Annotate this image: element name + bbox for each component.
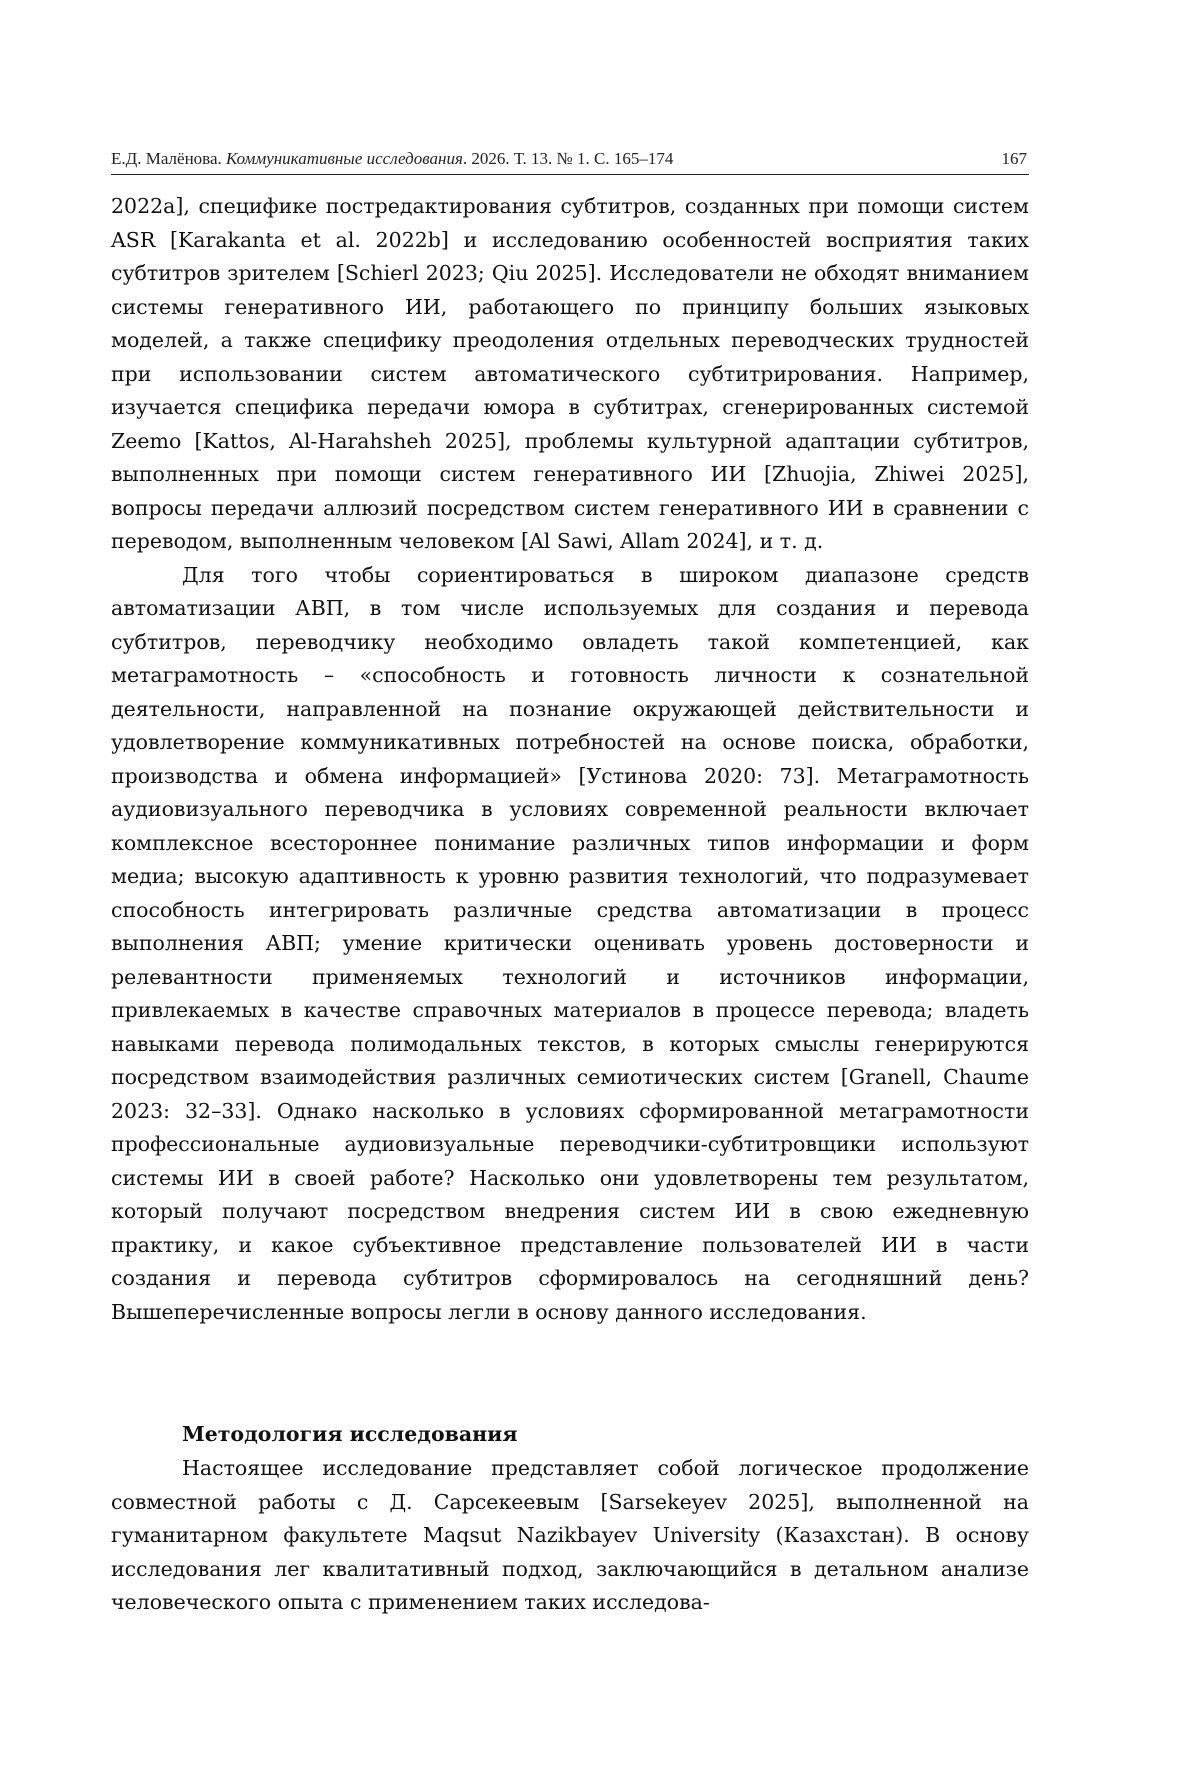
paragraph-metaliteracy: Для того чтобы сориентироваться в широком диапазоне средств автоматизации АВП, в том числе используемых для создания и перевода субтитров, переводчику необходимо овладеть такой компетенцией, как метаграмотность – «способность и готовность личности к сознательной деятельности, направленной на познание окружающей действительности и удовлетворение коммуникативных потребностей на основе поиска, обработки, производства и обмена информацией» [Устинова 2020: 73]. Метаграмотность аудиовизуального переводчика в условиях современной реальности включает комплексное всестороннее понимание различных типов информации и форм медиа; высокую адаптивность к уровню развития технологий, что подразумевает способность интегрировать различные средства автоматизации в процесс выполнения АВП; умение критически оценивать уровень достоверности и релевантности применяемых технологий и источников информации, привлекаемых в качестве справочных материалов в процессе перевода; владеть навыками перевода полимодальных текстов, в которых смыслы генерируются посредством взаимодействия различных семиотических систем [Granell, Chaume 2023: 32–33]. Однако насколько в условиях сформированной метаграмотности профессиональные аудиовизуальные переводчики-субтитровщики используют системы ИИ в своей работе? Насколько они удовлетворены тем результатом, который получают посредством внедрения систем ИИ в свою ежедневную практику, и какое субъективное представление пользователей ИИ в части создания и перевода субтитров сформировалось на сегодняшний день? Вышеперечисленные вопросы легли в основу данного исследования.: [111, 562, 1029, 1324]
running-header: [111, 148, 1029, 175]
page-number: 167: [1001, 149, 1027, 168]
body-text: [111, 190, 1029, 1329]
methodology-text: [111, 1452, 1029, 1620]
header-issue: . 2026. Т. 13. № 1. С. 165–174: [462, 149, 674, 168]
header-journal: Коммуникативные исследования: [226, 149, 463, 168]
section-heading-methodology: Методология исследования: [182, 1422, 518, 1446]
header-author: Е.Д. Малёнова.: [111, 149, 222, 168]
paragraph-continuation: 2022a], специфике постредактирования субтитров, созданных при помощи систем ASR [Karakanta et al. 2022b] и исследованию особенностей восприятия таких субтитров зрителем [Schierl 2023; Qiu 2025]. Исследователи не обходят вниманием системы генеративного ИИ, работающего по принципу больших языковых моделей, а также специфику преодоления отдельных переводческих трудностей при использовании систем автоматического субтитрирования. Например, изучается специфика передачи юмора в субтитрах, сгенерированных системой Zeemo [Kattos, Al-Harahsheh 2025], проблемы культурной адаптации субтитров, выполненных при помощи систем генеративного ИИ [Zhuojia, Zhiwei 2025], вопросы передачи аллюзий посредством систем генеративного ИИ в сравнении с переводом, выполненным человеком [Al Sawi, Allam 2024], и т. д.: [111, 194, 1029, 553]
header-citation: [111, 148, 673, 170]
paragraph-methodology: Настоящее исследование представляет собой логическое продолжение совместной работы с Д. Сарсекеевым [Sarsekeyev 2025], выполненной на гуманитарном факультете Maqsut Nazikbayev University (Казахстан). В основу исследования лег квалитативный подход, заключающийся в детальном анализе человеческого опыта с применением таких исследова-: [111, 1456, 1029, 1614]
